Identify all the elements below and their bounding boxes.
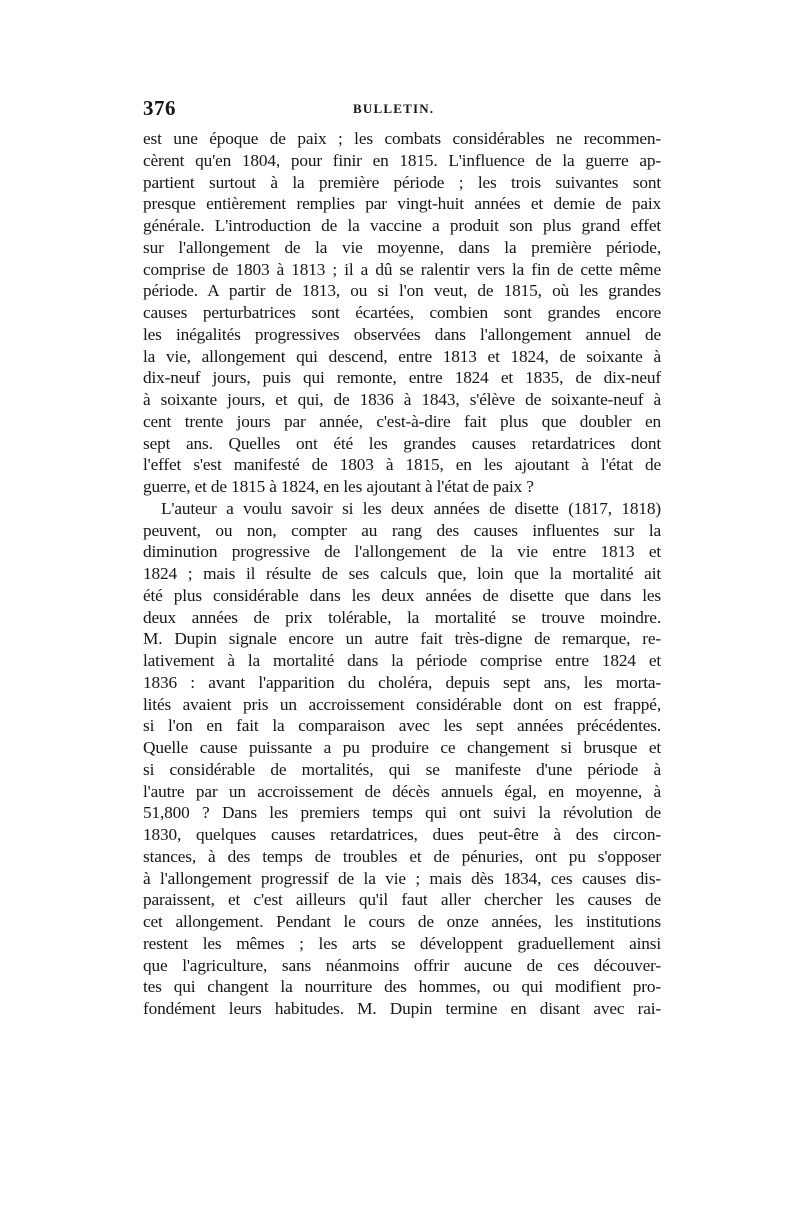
text-line: 1824 ; mais il résulte de ses calculs que, loin que la mortalité ait bbox=[143, 564, 661, 583]
text-line: sur l'allongement de la vie moyenne, dans la première période, bbox=[143, 237, 661, 257]
text-line: à l'allongement progressif de la vie ; mais dès 1834, ces causes dis- bbox=[143, 868, 661, 888]
text-line: presque entièrement remplies par vingt-huit années et demie de paix bbox=[143, 194, 661, 214]
text-line: générale. L'introduction de la vaccine a produit son plus grand effet bbox=[143, 216, 661, 235]
text-line: sept ans. Quelles ont été les grandes causes retardatrices dont bbox=[143, 433, 661, 453]
text-line: tes qui changent la nourriture des hommes, ou qui modifient pro- bbox=[143, 977, 661, 997]
text-line: les inégalités progressives observées dans l'allongement annuel de bbox=[143, 324, 661, 344]
paragraph-end-line: guerre, et de 1815 à 1824, en les ajoutant à l'état de paix ? bbox=[143, 477, 534, 496]
text-line: 51,800 ? Dans les premiers temps qui ont suivi la révolution de bbox=[143, 803, 661, 823]
text-line: lativement à la mortalité dans la période comprise entre 1824 et bbox=[143, 651, 661, 670]
text-line: été plus considérable dans les deux années de disette que dans les bbox=[143, 585, 661, 605]
text-line: peuvent, ou non, compter au rang des causes influentes sur la bbox=[143, 520, 661, 540]
text-line: cent trente jours par année, c'est-à-dire fait plus que doubler en bbox=[143, 411, 661, 431]
text-line: Quelle cause puissante a pu produire ce changement si brusque et bbox=[143, 738, 661, 757]
text-line: période. A partir de 1813, ou si l'on veut, de 1815, où les grandes bbox=[143, 281, 661, 301]
text-line: si l'on en fait la comparaison avec les sept années précédentes. bbox=[143, 716, 661, 736]
text-line: si considérable de mortalités, qui se manifeste d'une période à bbox=[143, 759, 661, 779]
text-line: M. Dupin signale encore un autre fait très-digne de remarque, re- bbox=[143, 629, 661, 649]
text-line: à soixante jours, et qui, de 1836 à 1843, s'élève de soixante-neuf à bbox=[143, 390, 661, 409]
text-line: lités avaient pris un accroissement considérable dont on est frappé, bbox=[143, 694, 661, 714]
text-line: 1830, quelques causes retardatrices, dues peut-être à des circon- bbox=[143, 825, 661, 844]
running-title: BULLETIN. bbox=[353, 101, 435, 116]
text-line: l'autre par un accroissement de décès annuels égal, en moyenne, à bbox=[143, 781, 661, 801]
text-line: diminution progressive de l'allongement de la vie entre 1813 et bbox=[143, 542, 661, 562]
text-line: l'effet s'est manifesté de 1803 à 1815, en les ajoutant à l'état de bbox=[143, 455, 661, 475]
text-line: 1836 : avant l'apparition du choléra, depuis sept ans, les morta- bbox=[143, 672, 661, 692]
text-line: causes perturbatrices sont écartées, combien sont grandes encore bbox=[143, 303, 661, 322]
text-line: dix-neuf jours, puis qui remonte, entre 1824 et 1835, de dix-neuf bbox=[143, 368, 661, 388]
text-line: que l'agriculture, sans néanmoins offrir aucune de ces découver- bbox=[143, 955, 661, 975]
text-line: comprise de 1803 à 1813 ; il a dû se ralentir vers la fin de cette même bbox=[143, 259, 661, 279]
text-line: restent les mêmes ; les arts se développent graduellement ainsi bbox=[143, 933, 661, 953]
page-header bbox=[143, 96, 661, 124]
text-line: paraissent, et c'est ailleurs qu'il faut aller chercher les causes de bbox=[143, 890, 661, 910]
text-line: stances, à des temps de troubles et de pénuries, ont pu s'opposer bbox=[143, 846, 661, 866]
text-line: est une époque de paix ; les combats considérables ne recommen- bbox=[143, 129, 661, 148]
paragraph-start-line: L'auteur a voulu savoir si les deux années de disette (1817, 1818) bbox=[161, 498, 661, 518]
page-number: 376 bbox=[143, 96, 176, 120]
body-text bbox=[143, 128, 661, 1020]
text-line: deux années de prix tolérable, la mortalité se trouve moindre. bbox=[143, 607, 661, 627]
text-line: fondément leurs habitudes. M. Dupin termine en disant avec rai- bbox=[143, 999, 661, 1018]
text-line: partient surtout à la première période ; les trois suivantes sont bbox=[143, 172, 661, 192]
text-line: cet allongement. Pendant le cours de onze années, les institutions bbox=[143, 912, 661, 931]
text-line: la vie, allongement qui descend, entre 1813 et 1824, de soixante à bbox=[143, 346, 661, 366]
text-line: cèrent qu'en 1804, pour finir en 1815. L'influence de la guerre ap- bbox=[143, 150, 661, 170]
